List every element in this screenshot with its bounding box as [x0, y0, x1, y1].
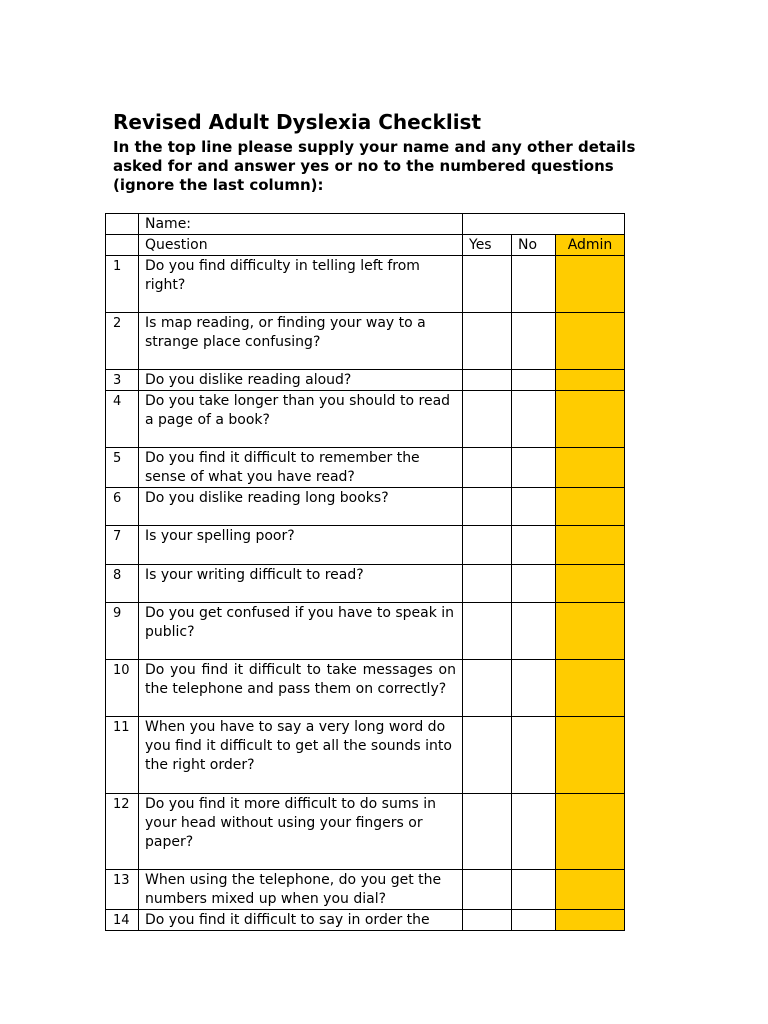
name-label: Name: [139, 214, 463, 235]
question-number: 10 [106, 660, 139, 717]
header-question: Question [139, 235, 463, 256]
page-title: Revised Adult Dyslexia Checklist [113, 110, 482, 134]
question-number: 1 [106, 256, 139, 313]
yes-answer-cell[interactable] [463, 910, 512, 931]
header-no: No [512, 235, 556, 256]
no-answer-cell[interactable] [512, 870, 556, 910]
admin-cell [556, 910, 625, 931]
no-answer-cell[interactable] [512, 488, 556, 526]
admin-cell [556, 794, 625, 870]
admin-cell [556, 717, 625, 794]
admin-cell [556, 603, 625, 660]
yes-answer-cell[interactable] [463, 313, 512, 370]
question-row [106, 256, 625, 313]
question-number: 4 [106, 391, 139, 448]
yes-answer-cell[interactable] [463, 870, 512, 910]
name-field[interactable] [463, 214, 625, 235]
no-answer-cell[interactable] [512, 370, 556, 391]
name-row [106, 214, 625, 235]
header-admin: Admin [556, 235, 625, 256]
admin-cell [556, 313, 625, 370]
question-row [106, 391, 625, 448]
question-number: 12 [106, 794, 139, 870]
question-text: Do you find it difficult to take messages on the telephone and pass them on correctly? [139, 660, 463, 717]
question-number: 11 [106, 717, 139, 794]
question-row [106, 526, 625, 565]
question-text: Do you dislike reading aloud? [139, 370, 463, 391]
admin-cell [556, 565, 625, 603]
question-text: Do you get confused if you have to speak in public? [139, 603, 463, 660]
header-num-cell [106, 235, 139, 256]
yes-answer-cell[interactable] [463, 448, 512, 488]
yes-answer-cell[interactable] [463, 370, 512, 391]
no-answer-cell[interactable] [512, 526, 556, 565]
yes-answer-cell[interactable] [463, 526, 512, 565]
no-answer-cell[interactable] [512, 603, 556, 660]
question-text: Do you find difficulty in telling left from right? [139, 256, 463, 313]
question-row [106, 488, 625, 526]
admin-cell [556, 370, 625, 391]
yes-answer-cell[interactable] [463, 717, 512, 794]
no-answer-cell[interactable] [512, 565, 556, 603]
question-row [106, 370, 625, 391]
admin-cell [556, 870, 625, 910]
no-answer-cell[interactable] [512, 448, 556, 488]
checklist-table [105, 213, 625, 931]
admin-cell [556, 448, 625, 488]
yes-answer-cell[interactable] [463, 565, 512, 603]
question-number: 8 [106, 565, 139, 603]
question-row [106, 910, 625, 931]
question-number: 13 [106, 870, 139, 910]
question-row [106, 313, 625, 370]
admin-cell [556, 526, 625, 565]
question-row [106, 794, 625, 870]
question-number: 9 [106, 603, 139, 660]
no-answer-cell[interactable] [512, 660, 556, 717]
no-answer-cell[interactable] [512, 313, 556, 370]
yes-answer-cell[interactable] [463, 660, 512, 717]
question-text: Do you find it difficult to say in order the [139, 910, 463, 931]
question-text: Do you find it difficult to remember the sense of what you have read? [139, 448, 463, 488]
yes-answer-cell[interactable] [463, 603, 512, 660]
question-text: Do you find it more difficult to do sums in your head without using your fingers or paper? [139, 794, 463, 870]
question-number: 5 [106, 448, 139, 488]
header-row [106, 235, 625, 256]
question-row [106, 565, 625, 603]
no-answer-cell[interactable] [512, 794, 556, 870]
instructions-text: In the top line please supply your name and any other details asked for and answer yes or no to the numbered questions (ignore the last column): [113, 138, 636, 194]
question-text: When using the telephone, do you get the numbers mixed up when you dial? [139, 870, 463, 910]
yes-answer-cell[interactable] [463, 488, 512, 526]
question-number: 6 [106, 488, 139, 526]
name-row-num-cell [106, 214, 139, 235]
admin-cell [556, 488, 625, 526]
no-answer-cell[interactable] [512, 717, 556, 794]
question-row [106, 717, 625, 794]
question-number: 14 [106, 910, 139, 931]
admin-cell [556, 391, 625, 448]
question-text: Do you take longer than you should to read a page of a book? [139, 391, 463, 448]
question-text: Do you dislike reading long books? [139, 488, 463, 526]
header-yes: Yes [463, 235, 512, 256]
admin-cell [556, 256, 625, 313]
admin-cell [556, 660, 625, 717]
question-text: Is your spelling poor? [139, 526, 463, 565]
question-text: When you have to say a very long word do you find it difficult to get all the sounds into the right order? [139, 717, 463, 794]
yes-answer-cell[interactable] [463, 256, 512, 313]
question-row [106, 870, 625, 910]
no-answer-cell[interactable] [512, 910, 556, 931]
no-answer-cell[interactable] [512, 391, 556, 448]
yes-answer-cell[interactable] [463, 794, 512, 870]
question-number: 3 [106, 370, 139, 391]
question-number: 7 [106, 526, 139, 565]
question-row [106, 603, 625, 660]
question-text: Is your writing difficult to read? [139, 565, 463, 603]
question-text: Is map reading, or finding your way to a strange place confusing? [139, 313, 463, 370]
question-row [106, 660, 625, 717]
question-row [106, 448, 625, 488]
question-number: 2 [106, 313, 139, 370]
no-answer-cell[interactable] [512, 256, 556, 313]
yes-answer-cell[interactable] [463, 391, 512, 448]
